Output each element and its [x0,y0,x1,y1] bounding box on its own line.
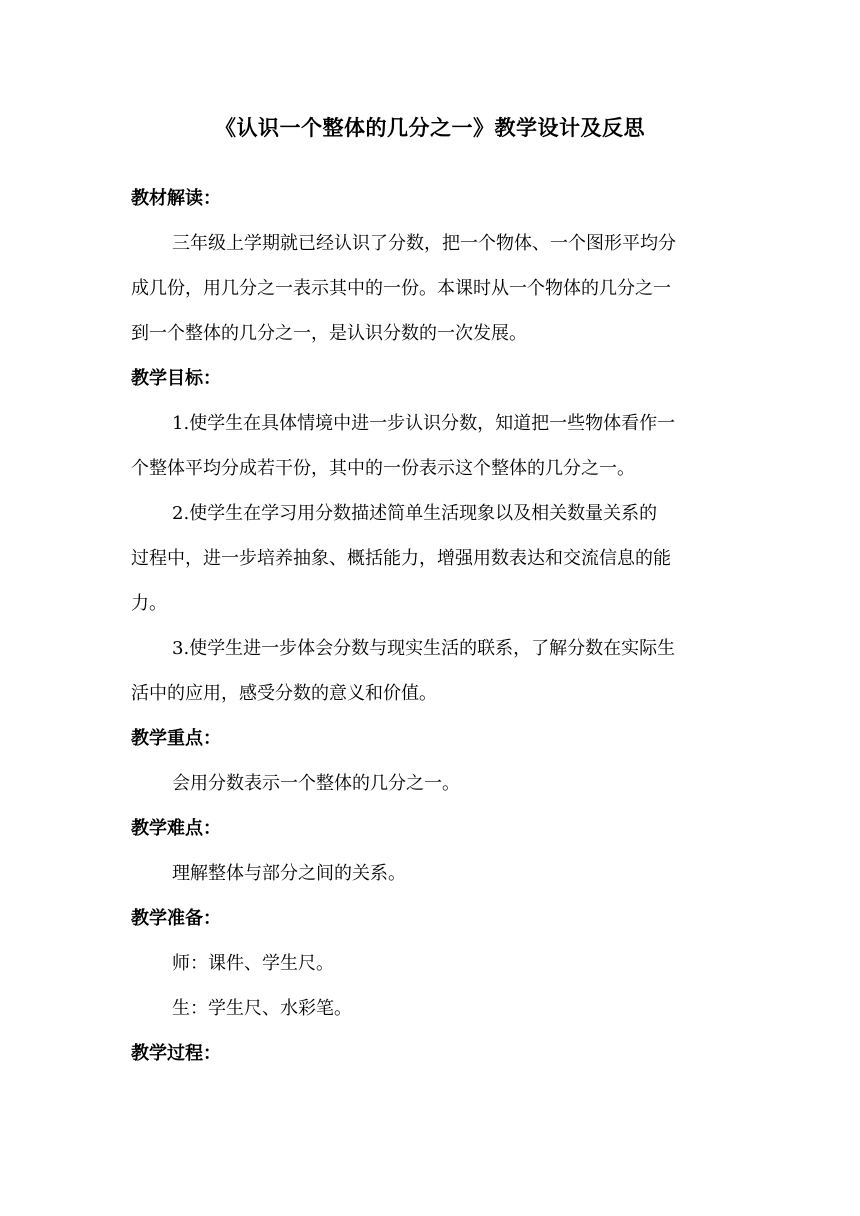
key-point-text: 会用分数表示一个整体的几分之一。 [172,773,460,794]
heading-goals: 教学目标： [131,368,221,389]
heading-process: 教学过程： [131,1043,221,1064]
heading-material: 教材解读： [131,188,221,209]
heading-preparation: 教学准备： [131,908,221,929]
goal-item-1-line: 1.使学生在具体情境中进一步认识分数，知道把一些物体看作一 [172,413,676,434]
goal-item-3-line: 3.使学生进一步体会分数与现实生活的联系，了解分数在实际生 [172,638,676,659]
difficulty-text: 理解整体与部分之间的关系。 [172,863,406,884]
goal-item-1-line: 个整体平均分成若干份，其中的一份表示这个整体的几分之一。 [131,458,635,479]
goal-item-2-line: 2.使学生在学习用分数描述简单生活现象以及相关数量关系的 [172,503,658,524]
paragraph-line: 成几份，用几分之一表示其中的一份。本课时从一个物体的几分之一 [131,278,671,299]
paragraph-line: 三年级上学期就已经认识了分数，把一个物体、一个图形平均分 [172,233,676,254]
goal-item-2-line: 过程中，进一步培养抽象、概括能力，增强用数表达和交流信息的能 [131,548,671,569]
heading-difficulty: 教学难点： [131,818,221,839]
paragraph-line: 到一个整体的几分之一，是认识分数的一次发展。 [131,323,527,344]
preparation-teacher: 师：课件、学生尺。 [172,953,334,974]
document-title: 《认识一个整体的几分之一》教学设计及反思 [215,115,645,140]
goal-item-3-line: 活中的应用，感受分数的意义和价值。 [131,683,437,704]
heading-key-point: 教学重点： [131,728,221,749]
preparation-student: 生：学生尺、水彩笔。 [172,998,352,1019]
goal-item-2-line: 力。 [131,593,167,614]
